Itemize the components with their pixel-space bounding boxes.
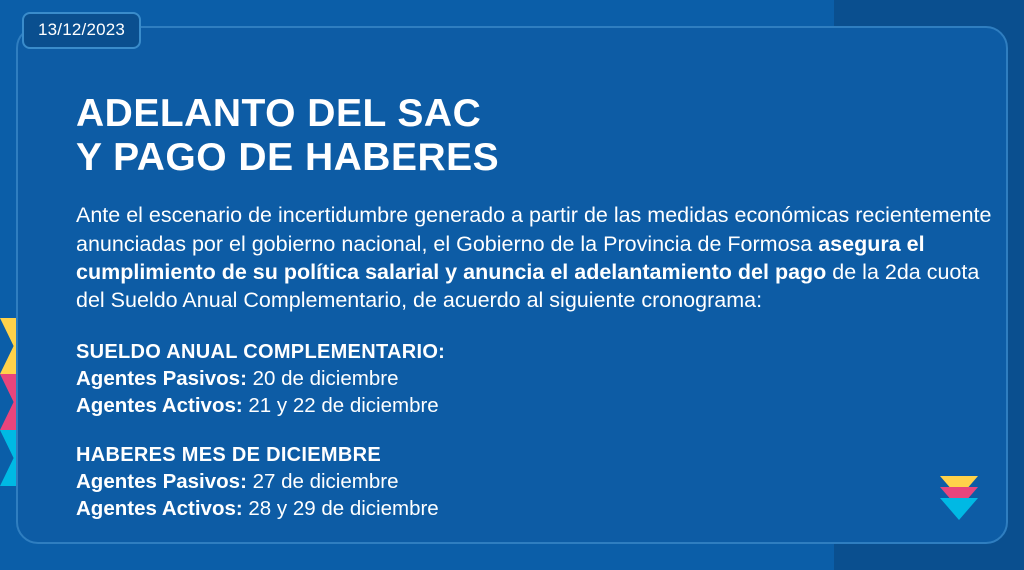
table-row: [76, 393, 1006, 418]
card-content: [76, 92, 1006, 521]
row-value: 21 y 22 de diciembre: [248, 393, 439, 417]
formosa-chevron-logo-icon: [940, 476, 978, 520]
section-sac: [76, 341, 1006, 418]
body-paragraph: [76, 201, 1001, 315]
announcement-card: [16, 26, 1008, 544]
table-row: [76, 469, 1006, 494]
row-label: Agentes Activos:: [76, 393, 243, 417]
row-label: Agentes Pasivos:: [76, 469, 247, 493]
date-badge: 13/12/2023: [22, 12, 141, 49]
title-line-1: ADELANTO DEL SAC: [76, 92, 482, 135]
section-sac-heading: SUELDO ANUAL COMPLEMENTARIO:: [76, 340, 446, 363]
body-bold-emphasis: asegura el cumplimiento de su política salarial y anuncia el adelantamiento del pago: [76, 231, 925, 285]
section-haberes-heading: HABERES MES DE DICIEMBRE: [76, 443, 382, 466]
body-part-2: de la 2da cuota del Sueldo Anual Complementario, de acuerdo al siguiente cronograma:: [76, 260, 980, 313]
table-row: [76, 496, 1006, 521]
row-label: Agentes Activos:: [76, 496, 243, 520]
page-title: [76, 92, 1006, 179]
logo-chevron-cyan: [940, 498, 978, 520]
section-haberes: [76, 444, 1006, 521]
row-label: Agentes Pasivos:: [76, 366, 247, 390]
row-value: 28 y 29 de diciembre: [248, 496, 439, 520]
table-row: [76, 366, 1006, 391]
row-value: 27 de diciembre: [252, 469, 399, 493]
body-part-1: Ante el escenario de incertidumbre generado a partir de las medidas económicas recientemente anunciadas por el gobierno nacional, el Gobierno de la Provincia de Formosa: [76, 203, 992, 256]
row-value: 20 de diciembre: [252, 366, 399, 390]
title-line-2: Y PAGO DE HABERES: [76, 135, 500, 179]
